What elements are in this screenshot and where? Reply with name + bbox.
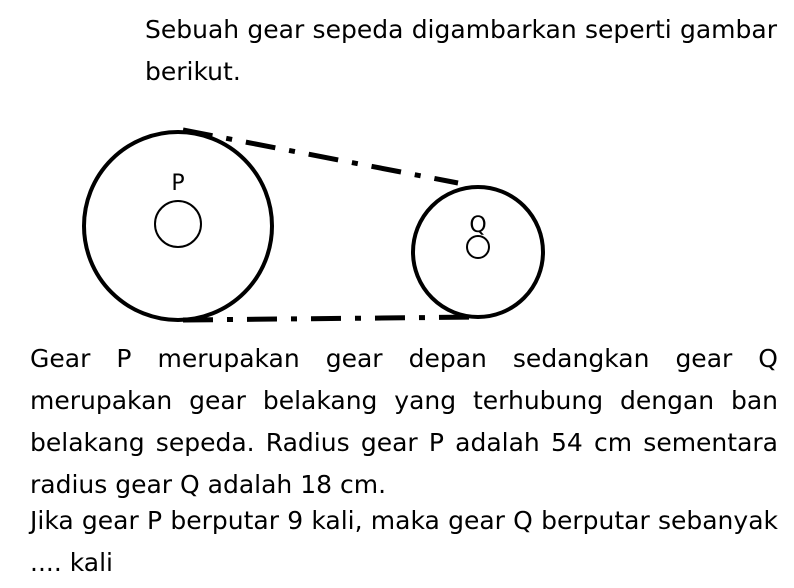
gear-q-hub (467, 236, 489, 258)
chain-bottom (183, 317, 482, 320)
gear-q-circle (413, 187, 543, 317)
intro-text: Sebuah gear sepeda digambarkan seperti gambar berikut. (145, 15, 777, 86)
gear-p-label: P (171, 171, 185, 196)
gear-p-hub (155, 201, 201, 247)
gear-p-circle (84, 132, 272, 320)
question-paragraph-1: Gear P merupakan gear depan sedangkan gear Q merupakan gear belakang yang terhubung dengan ban belakang sepeda. Radius gear P adalah 54 cm sementara radius gear Q adalah 18 cm. (30, 344, 778, 499)
chain-top (183, 130, 458, 183)
gear-q-label: Q (469, 213, 487, 238)
question-paragraph-2: Jika gear P berputar 9 kali, maka gear Q berputar sebanyak .... kali (30, 506, 778, 577)
